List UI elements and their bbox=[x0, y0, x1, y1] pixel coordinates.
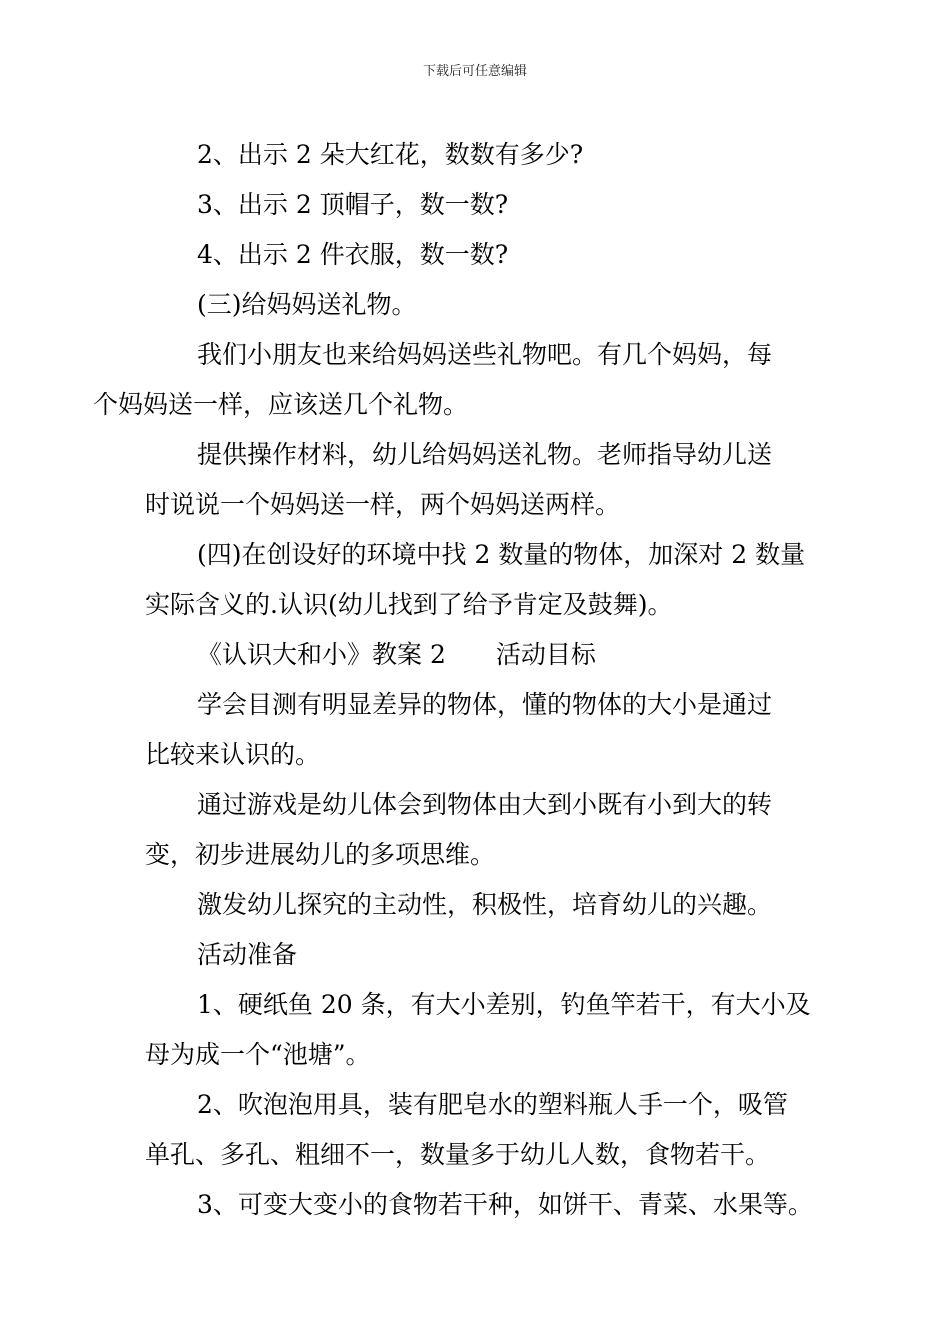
paragraph bbox=[145, 680, 809, 780]
paragraph bbox=[145, 230, 809, 280]
paragraph bbox=[145, 180, 809, 230]
document-body bbox=[93, 130, 813, 1230]
paragraph bbox=[145, 1080, 809, 1180]
text-line: 变，初步进展幼儿的多项思维。 bbox=[145, 840, 496, 869]
text-line: 2、吹泡泡用具，装有肥皂水的塑料瓶人手一个，吸管 bbox=[197, 1090, 788, 1119]
text-line: 比较来认识的。 bbox=[145, 740, 321, 769]
text-line: (四)在创设好的环境中找 2 数量的物体，加深对 2 数量 bbox=[197, 540, 806, 569]
text-line: 活动准备 bbox=[197, 940, 298, 969]
text-line: 时说说一个妈妈送一样，两个妈妈送两样。 bbox=[145, 490, 621, 519]
text-line: 提供操作材料，幼儿给妈妈送礼物。老师指导幼儿送 bbox=[197, 440, 773, 469]
text-line: 2、出示 2 朵大红花，数数有多少? bbox=[197, 140, 584, 169]
text-line: 《认识大和小》教案 2 活动目标 bbox=[197, 640, 596, 669]
text-line: 实际含义的.认识(幼儿找到了给予肯定及鼓舞)。 bbox=[145, 590, 673, 619]
paragraph bbox=[145, 980, 809, 1080]
text-line: 3、出示 2 顶帽子，数一数? bbox=[197, 190, 509, 219]
text-line: 学会目测有明显差异的物体，懂的物体的大小是通过 bbox=[197, 690, 773, 719]
paragraph bbox=[145, 880, 809, 930]
paragraph bbox=[145, 530, 809, 630]
text-line: 个妈妈送一样，应该送几个礼物。 bbox=[93, 390, 469, 419]
text-line: 激发幼儿探究的主动性，积极性，培育幼儿的兴趣。 bbox=[197, 890, 773, 919]
page-header-note: 下载后可任意编辑 bbox=[422, 64, 527, 79]
paragraph bbox=[145, 130, 809, 180]
text-line: 4、出示 2 件衣服，数一数? bbox=[197, 240, 509, 269]
section-heading bbox=[145, 280, 809, 330]
text-line: 1、硬纸鱼 20 条，有大小差别，钓鱼竿若干，有大小及 bbox=[197, 990, 811, 1019]
paragraph bbox=[93, 330, 809, 430]
text-line: 通过游戏是幼儿体会到物体由大到小既有小到大的转 bbox=[197, 790, 773, 819]
text-line: 单孔、多孔、粗细不一，数量多于幼儿人数，食物若干。 bbox=[145, 1140, 771, 1169]
text-line: 我们小朋友也来给妈妈送些礼物吧。有几个妈妈，每 bbox=[197, 340, 773, 369]
text-line: (三)给妈妈送礼物。 bbox=[197, 290, 417, 319]
section-heading bbox=[145, 630, 809, 680]
text-line: 母为成一个“池塘”。 bbox=[145, 1040, 371, 1069]
paragraph bbox=[145, 780, 809, 880]
paragraph bbox=[145, 430, 809, 530]
text-line: 3、可变大变小的食物若干种，如饼干、青菜、水果等。 bbox=[197, 1190, 813, 1219]
paragraph bbox=[145, 1180, 813, 1230]
section-heading bbox=[145, 930, 809, 980]
